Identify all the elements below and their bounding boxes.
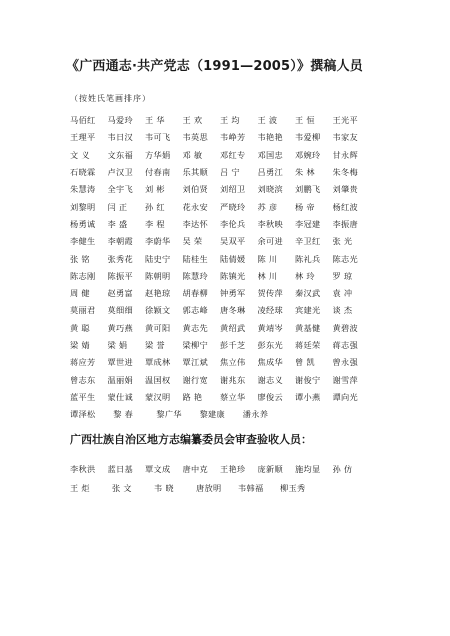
sort-note: （按姓氏笔画排序） [70, 94, 151, 103]
writer-name: 花永安 [182, 201, 208, 212]
writer-name: 胡春柳 [182, 288, 208, 299]
writer-name: 贺传萍 [257, 288, 283, 299]
writer-name: 苏 彦 [257, 201, 278, 212]
writer-name: 黄基健 [295, 322, 321, 333]
reviewer-name: 庞新顺 [257, 464, 283, 474]
writer-name: 钟勇军 [220, 288, 246, 299]
writer-name: 文 义 [70, 149, 90, 160]
writer-name: 孙 红 [145, 201, 165, 212]
writer-name: 韦爱柳 [295, 132, 321, 143]
writer-name: 林 川 [257, 270, 278, 281]
writer-name: 朱 林 [295, 167, 315, 178]
writer-name: 韦英思 [182, 132, 208, 143]
writer-name: 陈 川 [257, 253, 278, 264]
writer-name: 覃世进 [107, 357, 133, 368]
writer-name: 文东福 [107, 149, 133, 160]
writer-name: 陈礼兵 [295, 253, 321, 264]
writer-name: 曾永强 [332, 357, 358, 368]
writer-name: 路 艳 [182, 391, 203, 402]
writer-name: 郭志峰 [182, 305, 208, 316]
writer-name: 邓 敏 [182, 149, 203, 160]
writer-name: 覃江斌 [182, 357, 208, 368]
writer-row [70, 233, 370, 250]
writer-row [70, 337, 370, 354]
writer-name: 赵艳琼 [145, 288, 171, 299]
reviewers-heading: 广西壮族自治区地方志编纂委员会审查验收人员： [70, 433, 312, 446]
writer-row [70, 354, 370, 371]
writer-name: 陆史宁 [145, 253, 171, 264]
writers-list [70, 112, 370, 423]
writer-row [70, 181, 370, 198]
writer-name: 韦家友 [332, 132, 358, 143]
writer-name: 严晓玲 [220, 201, 246, 212]
reviewer-name: 李秋洪 [70, 464, 96, 474]
reviewer-name: 蓝日基 [107, 464, 133, 474]
page-title: 《广西通志·共产党志（1991—2005）》撰稿人员 [66, 59, 364, 74]
reviewer-name: 王艳珍 [220, 464, 246, 474]
writer-name: 秦汉武 [295, 288, 321, 299]
writer-name: 王 恒 [295, 115, 315, 126]
writer-name: 王 均 [220, 115, 240, 126]
writer-row [70, 406, 370, 423]
writer-name: 全宇飞 [107, 184, 133, 195]
writer-name: 彭东光 [257, 340, 283, 350]
writer-name: 张 光 [332, 236, 353, 247]
writer-name: 朱冬梅 [332, 167, 358, 178]
writer-name: 谢兆东 [220, 374, 246, 385]
writer-name: 陆倩媛 [220, 253, 246, 264]
writer-name: 曾志东 [70, 374, 96, 385]
writer-name: 刘黎明 [70, 201, 96, 212]
writer-name: 凌经球 [257, 305, 283, 316]
writer-row [70, 320, 370, 337]
writer-name: 廖俊云 [257, 391, 283, 402]
writer-name: 陈志刚 [70, 270, 96, 281]
writer-name: 王 华 [145, 115, 165, 126]
writer-row [70, 250, 370, 267]
writer-name: 林 玲 [295, 270, 315, 281]
writer-name: 李 盛 [107, 218, 128, 229]
writer-name: 蒙仕诚 [107, 391, 133, 402]
writer-name: 蒙汉明 [145, 391, 171, 402]
writer-name: 吕勇江 [257, 167, 283, 178]
writer-name: 王理平 [70, 132, 96, 143]
writer-name: 焦成华 [257, 357, 283, 368]
writer-name: 马爱玲 [107, 115, 133, 126]
writer-name: 张 铭 [70, 253, 90, 264]
writer-name: 温国权 [145, 374, 171, 385]
writer-name: 梁 婧 [70, 340, 90, 350]
writer-name: 陈朝明 [145, 270, 171, 281]
writer-name: 吕 宁 [220, 167, 240, 178]
writer-name: 杨红波 [332, 201, 358, 212]
writer-name: 温丽娟 [107, 374, 133, 385]
reviewer-row [70, 460, 370, 479]
writer-name: 谈 杰 [332, 305, 353, 316]
writer-row [70, 268, 370, 285]
writer-name: 谭小燕 [295, 391, 321, 402]
writer-name: 黄绍武 [220, 322, 246, 333]
writer-name: 杨勇诚 [70, 218, 96, 229]
writer-name: 吴双平 [220, 236, 246, 247]
writer-name: 乐其顺 [182, 167, 208, 178]
writer-name: 刘 彬 [145, 184, 165, 195]
writer-name: 黄 聪 [70, 322, 90, 333]
reviewer-name: 唐中克 [182, 464, 208, 474]
writer-name: 陈镇光 [220, 270, 246, 281]
writer-name: 邓婉玲 [295, 149, 321, 160]
writer-name: 卢汉卫 [107, 167, 133, 178]
writer-name: 蒋廷荣 [295, 340, 321, 350]
reviewer-row [70, 479, 370, 498]
writer-name: 梁 誉 [145, 340, 165, 350]
writer-name: 杨 帝 [295, 201, 315, 212]
writer-name: 张秀花 [107, 253, 133, 264]
writer-name: 李伦兵 [220, 218, 246, 229]
writer-name: 刘鹏飞 [295, 184, 321, 195]
writer-row [70, 302, 370, 319]
writer-name: 李蔚华 [145, 236, 171, 247]
writer-name: 徐颖文 [145, 305, 171, 316]
writer-name: 余可进 [257, 236, 283, 247]
writer-name: 方华娟 [145, 149, 171, 160]
writer-name: 王光平 [332, 115, 358, 126]
reviewer-name: 覃文成 [145, 464, 171, 474]
writer-row [70, 198, 370, 215]
writer-name: 韦可飞 [145, 132, 171, 143]
writer-name: 朱慧涛 [70, 184, 96, 195]
writer-name: 蒋志强 [332, 340, 358, 350]
reviewer-name: 韦 晓 [154, 483, 174, 493]
writer-name: 蔡立华 [220, 391, 246, 402]
writer-name: 李振唐 [332, 218, 358, 229]
writer-name: 马佰红 [70, 115, 96, 126]
writer-name: 梁柳宁 [182, 340, 208, 350]
writer-name: 李 程 [145, 218, 165, 229]
writer-name: 李秋映 [257, 218, 283, 229]
writer-name: 黄志先 [182, 322, 208, 333]
writer-name: 李冠建 [295, 218, 321, 229]
reviewer-name: 张 文 [112, 483, 132, 493]
writer-name: 邓红专 [220, 149, 246, 160]
writer-name: 宾建光 [295, 305, 321, 316]
writer-name: 李朝霞 [107, 236, 133, 247]
writer-name: 甘永辉 [332, 149, 358, 160]
writer-name: 谭泽松 [70, 409, 96, 420]
writer-name: 袁 冲 [332, 288, 353, 299]
writer-name: 刘绍卫 [220, 184, 246, 195]
writer-name: 曾 凯 [295, 357, 315, 368]
reviewer-name: 施均显 [295, 464, 321, 474]
writer-name: 石晓霖 [70, 167, 96, 178]
writer-name: 李达怀 [182, 218, 208, 229]
writer-name: 周 健 [70, 288, 90, 299]
writer-name: 黎广华 [156, 409, 182, 420]
writer-name: 刘伯贤 [182, 184, 208, 195]
reviewer-name: 孙 仿 [332, 464, 353, 474]
writer-name: 赵勇富 [107, 288, 133, 299]
writer-name: 潘永养 [242, 409, 269, 420]
writer-row [70, 164, 370, 181]
writer-name: 罗 琼 [332, 270, 353, 281]
writer-row [70, 389, 370, 406]
writer-name: 刘晓滨 [257, 184, 283, 195]
writer-name: 辛卫红 [295, 236, 321, 247]
writer-name: 闫 正 [107, 201, 128, 212]
writer-name: 韦峥芳 [220, 132, 246, 143]
writer-name: 谢雪萍 [332, 374, 358, 385]
writer-row [70, 371, 370, 388]
writer-name: 焦立伟 [220, 357, 246, 368]
writer-name: 莫丽君 [70, 305, 96, 316]
writer-name: 黄可阳 [145, 322, 171, 333]
writer-name: 韦艳艳 [257, 132, 283, 143]
writer-row [70, 216, 370, 233]
writer-name: 吴 荣 [182, 236, 203, 247]
writer-name: 覃成林 [145, 357, 171, 368]
writer-name: 唐冬琳 [220, 305, 246, 316]
writer-name: 陈慧玲 [182, 270, 208, 281]
writer-name: 黄碧波 [332, 322, 358, 333]
writer-name: 刘肇贵 [332, 184, 358, 195]
writer-name: 黎建康 [199, 409, 226, 420]
writer-name: 黎 春 [113, 409, 134, 420]
writer-row [70, 129, 370, 146]
writer-name: 谢志义 [257, 374, 283, 385]
writer-row [70, 285, 370, 302]
writer-name: 陈振平 [107, 270, 133, 281]
writer-row [70, 147, 370, 164]
reviewer-name: 王 炬 [70, 483, 90, 493]
writer-name: 黄巧燕 [107, 322, 133, 333]
writer-name: 陆桂生 [182, 253, 208, 264]
writer-name: 王 波 [257, 115, 278, 126]
writer-row [70, 112, 370, 129]
writer-name: 付春南 [145, 167, 171, 178]
writer-name: 谢行宽 [182, 374, 208, 385]
writer-name: 陈志光 [332, 253, 358, 264]
writer-name: 彭千芝 [220, 340, 246, 350]
reviewers-list [70, 460, 370, 498]
writer-name: 谭向光 [332, 391, 358, 402]
writer-name: 韦日汉 [107, 132, 133, 143]
writer-name: 王 欢 [182, 115, 203, 126]
reviewer-name: 柳玉秀 [280, 483, 306, 493]
writer-name: 蒋应芳 [70, 357, 96, 368]
writer-name: 谢俊宁 [295, 374, 321, 385]
reviewer-name: 韦韩福 [238, 483, 264, 493]
writer-name: 莫细细 [107, 305, 133, 316]
writer-name: 邓国忠 [257, 149, 283, 160]
reviewer-name: 唐放明 [196, 483, 222, 493]
writer-name: 蓝平生 [70, 391, 96, 402]
writer-name: 梁 娟 [107, 340, 128, 350]
writer-name: 李健生 [70, 236, 96, 247]
writer-name: 黄靖岑 [257, 322, 283, 333]
